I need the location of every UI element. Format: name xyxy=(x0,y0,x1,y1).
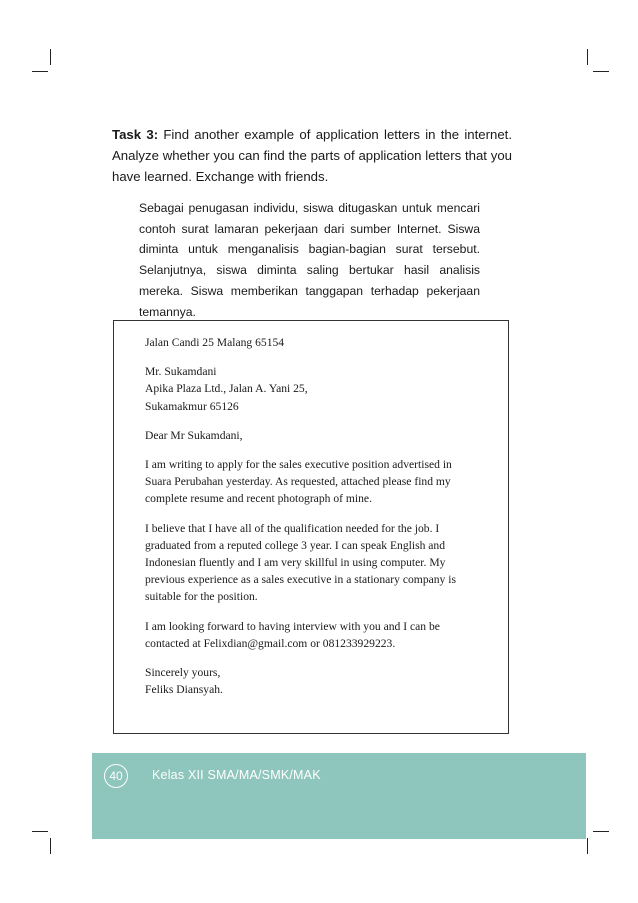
recipient-line: Apika Plaza Ltd., Jalan A. Yani 25, xyxy=(145,382,308,396)
task-paragraph xyxy=(112,124,512,187)
crop-mark xyxy=(593,71,609,72)
crop-mark xyxy=(50,838,51,854)
page-number: 40 xyxy=(104,764,128,788)
crop-mark xyxy=(587,838,588,854)
recipient-line: Sukamakmur 65126 xyxy=(145,399,239,413)
signature: Feliks Diansyah. xyxy=(145,683,223,697)
application-letter xyxy=(145,334,485,698)
letter-line: Suara Perubahan yesterday. As requested, attached please find my xyxy=(145,475,451,489)
letter-line: I believe that I have all of the qualification needed for the job. I xyxy=(145,521,440,535)
closing: Sincerely yours, xyxy=(145,666,221,680)
crop-mark xyxy=(32,71,48,72)
crop-mark xyxy=(587,49,588,65)
crop-mark xyxy=(32,831,48,832)
letter-line: previous experience as a sales executive in a stationary company is xyxy=(145,573,456,587)
recipient-line: Mr. Sukamdani xyxy=(145,365,217,379)
letter-line: complete resume and recent photograph of mine. xyxy=(145,492,372,506)
letter-line: I am looking forward to having interview with you and I can be xyxy=(145,619,440,633)
salutation: Dear Mr Sukamdani, xyxy=(145,428,243,442)
letter-line: Indonesian fluently and I am very skillful in using computer. My xyxy=(145,556,446,570)
sender-address: Jalan Candi 25 Malang 65154 xyxy=(145,336,285,349)
letter-line: I am writing to apply for the sales executive position advertised in xyxy=(145,458,452,472)
letter-line: graduated from a reputed college 3 year. I can speak English and xyxy=(145,538,446,552)
instruction-paragraph: Sebagai penugasan individu, siswa ditugaskan untuk mencari contoh surat lamaran pekerjaan dari sumber Internet. Siswa diminta untuk menganalisis bagian-bagian surat tersebut. Selanjutnya, siswa diminta saling bertukar hasil analisis mereka. Siswa memberikan tanggapan terhadap pekerjaan temannya. xyxy=(139,201,480,319)
task-text: Find another example of application letters in the internet. Analyze whether you can find the parts of application letters that you have learned. Exchange with friends. xyxy=(112,127,513,184)
book-title: Kelas XII SMA/MA/SMK/MAK xyxy=(152,768,321,782)
letter-line: suitable for the position. xyxy=(145,590,258,604)
crop-mark xyxy=(50,49,51,65)
letter-line: contacted at Felixdian@gmail.com or 081233929223. xyxy=(145,636,396,650)
crop-mark xyxy=(593,831,609,832)
task-label: Task 3: xyxy=(112,127,159,142)
